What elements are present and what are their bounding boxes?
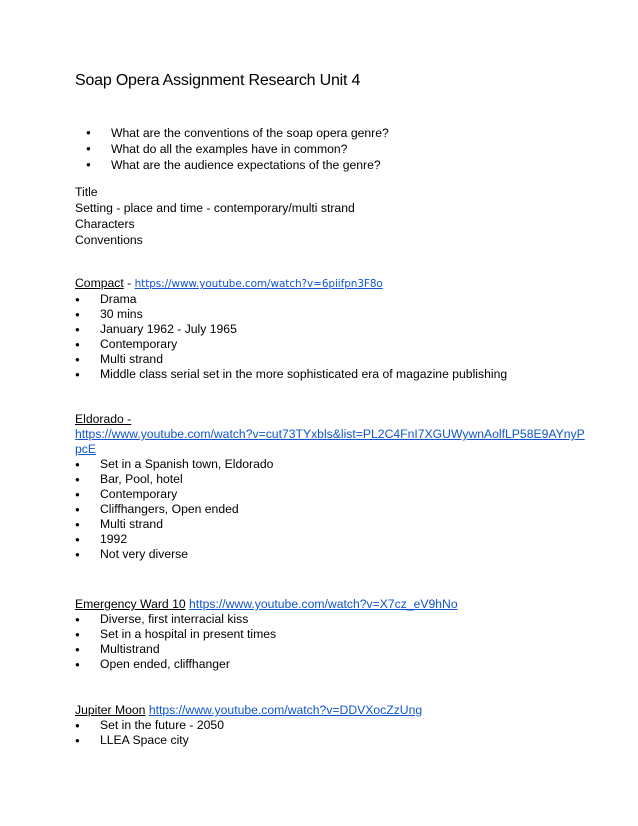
questions-list — [86, 125, 389, 173]
list-item: ● January 1962 - July 1965 — [75, 322, 507, 337]
list-item: ● Multi strand — [75, 352, 507, 367]
list-item: ● Drama — [75, 292, 507, 307]
list-item: ● Not very diverse — [75, 547, 585, 562]
jupiter-link[interactable]: https://www.youtube.com/watch?v=DDVXocZzUng — [148, 703, 423, 717]
section-emergency-ward-10 — [75, 597, 458, 672]
list-item: ● Contemporary — [75, 337, 507, 352]
section-eldorado — [75, 412, 585, 562]
question-item: ● What are the conventions of the soap opera genre? — [86, 125, 389, 141]
section-compact — [75, 276, 507, 382]
list-item: ● Cliffhangers, Open ended — [75, 502, 585, 517]
list-item: ● 30 mins — [75, 307, 507, 322]
compact-separator: - — [123, 276, 135, 290]
list-item: ● Multi strand — [75, 517, 585, 532]
heading-title: Title — [75, 185, 98, 199]
list-item: ● Diverse, first interracial kiss — [75, 612, 458, 627]
list-item: ● Bar, Pool, hotel — [75, 472, 585, 487]
list-item: ● Multistrand — [75, 642, 458, 657]
jupiter-bullets — [75, 718, 422, 748]
jupiter-heading: Jupiter Moon — [75, 703, 146, 717]
question-item: ● What are the audience expectations of the genre? — [86, 157, 389, 173]
list-item: ● 1992 — [75, 532, 585, 547]
heading-conventions: Conventions — [75, 233, 143, 247]
heading-setting: Setting - place and time - contemporary/multi strand — [75, 201, 355, 215]
list-item: ● Set in the future - 2050 — [75, 718, 422, 733]
list-item: ● Set in a hospital in present times — [75, 627, 458, 642]
emergency-link[interactable]: https://www.youtube.com/watch?v=X7cz_eV9hNo — [189, 597, 458, 611]
list-item: ● Middle class serial set in the more sophisticated era of magazine publishing — [75, 367, 507, 382]
eldorado-bullets — [75, 457, 585, 562]
heading-characters: Characters — [75, 217, 135, 231]
list-item: ● Open ended, cliffhanger — [75, 657, 458, 672]
document-title: Soap Opera Assignment Research Unit 4 — [75, 72, 361, 89]
compact-bullets — [75, 292, 507, 382]
eldorado-heading: Eldorado - — [75, 412, 132, 426]
list-item: ● Set in a Spanish town, Eldorado — [75, 457, 585, 472]
research-headings — [75, 184, 355, 248]
compact-heading: Compact — [75, 276, 124, 290]
list-item: ● LLEA Space city — [75, 733, 422, 748]
emergency-heading: Emergency Ward 10 — [75, 597, 186, 611]
list-item: ● Contemporary — [75, 487, 585, 502]
emergency-bullets — [75, 612, 458, 672]
eldorado-link[interactable]: https://www.youtube.com/watch?v=cut73TYxbls&list=PL2C4FnI7XGUWywnAolfLP58E9AYnyP — [75, 427, 585, 441]
compact-link[interactable]: https://www.youtube.com/watch?v=6piifpn3F8o — [134, 278, 383, 290]
eldorado-link-continued[interactable]: pcE — [75, 442, 97, 456]
question-item: ● What do all the examples have in common? — [86, 141, 389, 157]
section-jupiter-moon — [75, 703, 422, 748]
